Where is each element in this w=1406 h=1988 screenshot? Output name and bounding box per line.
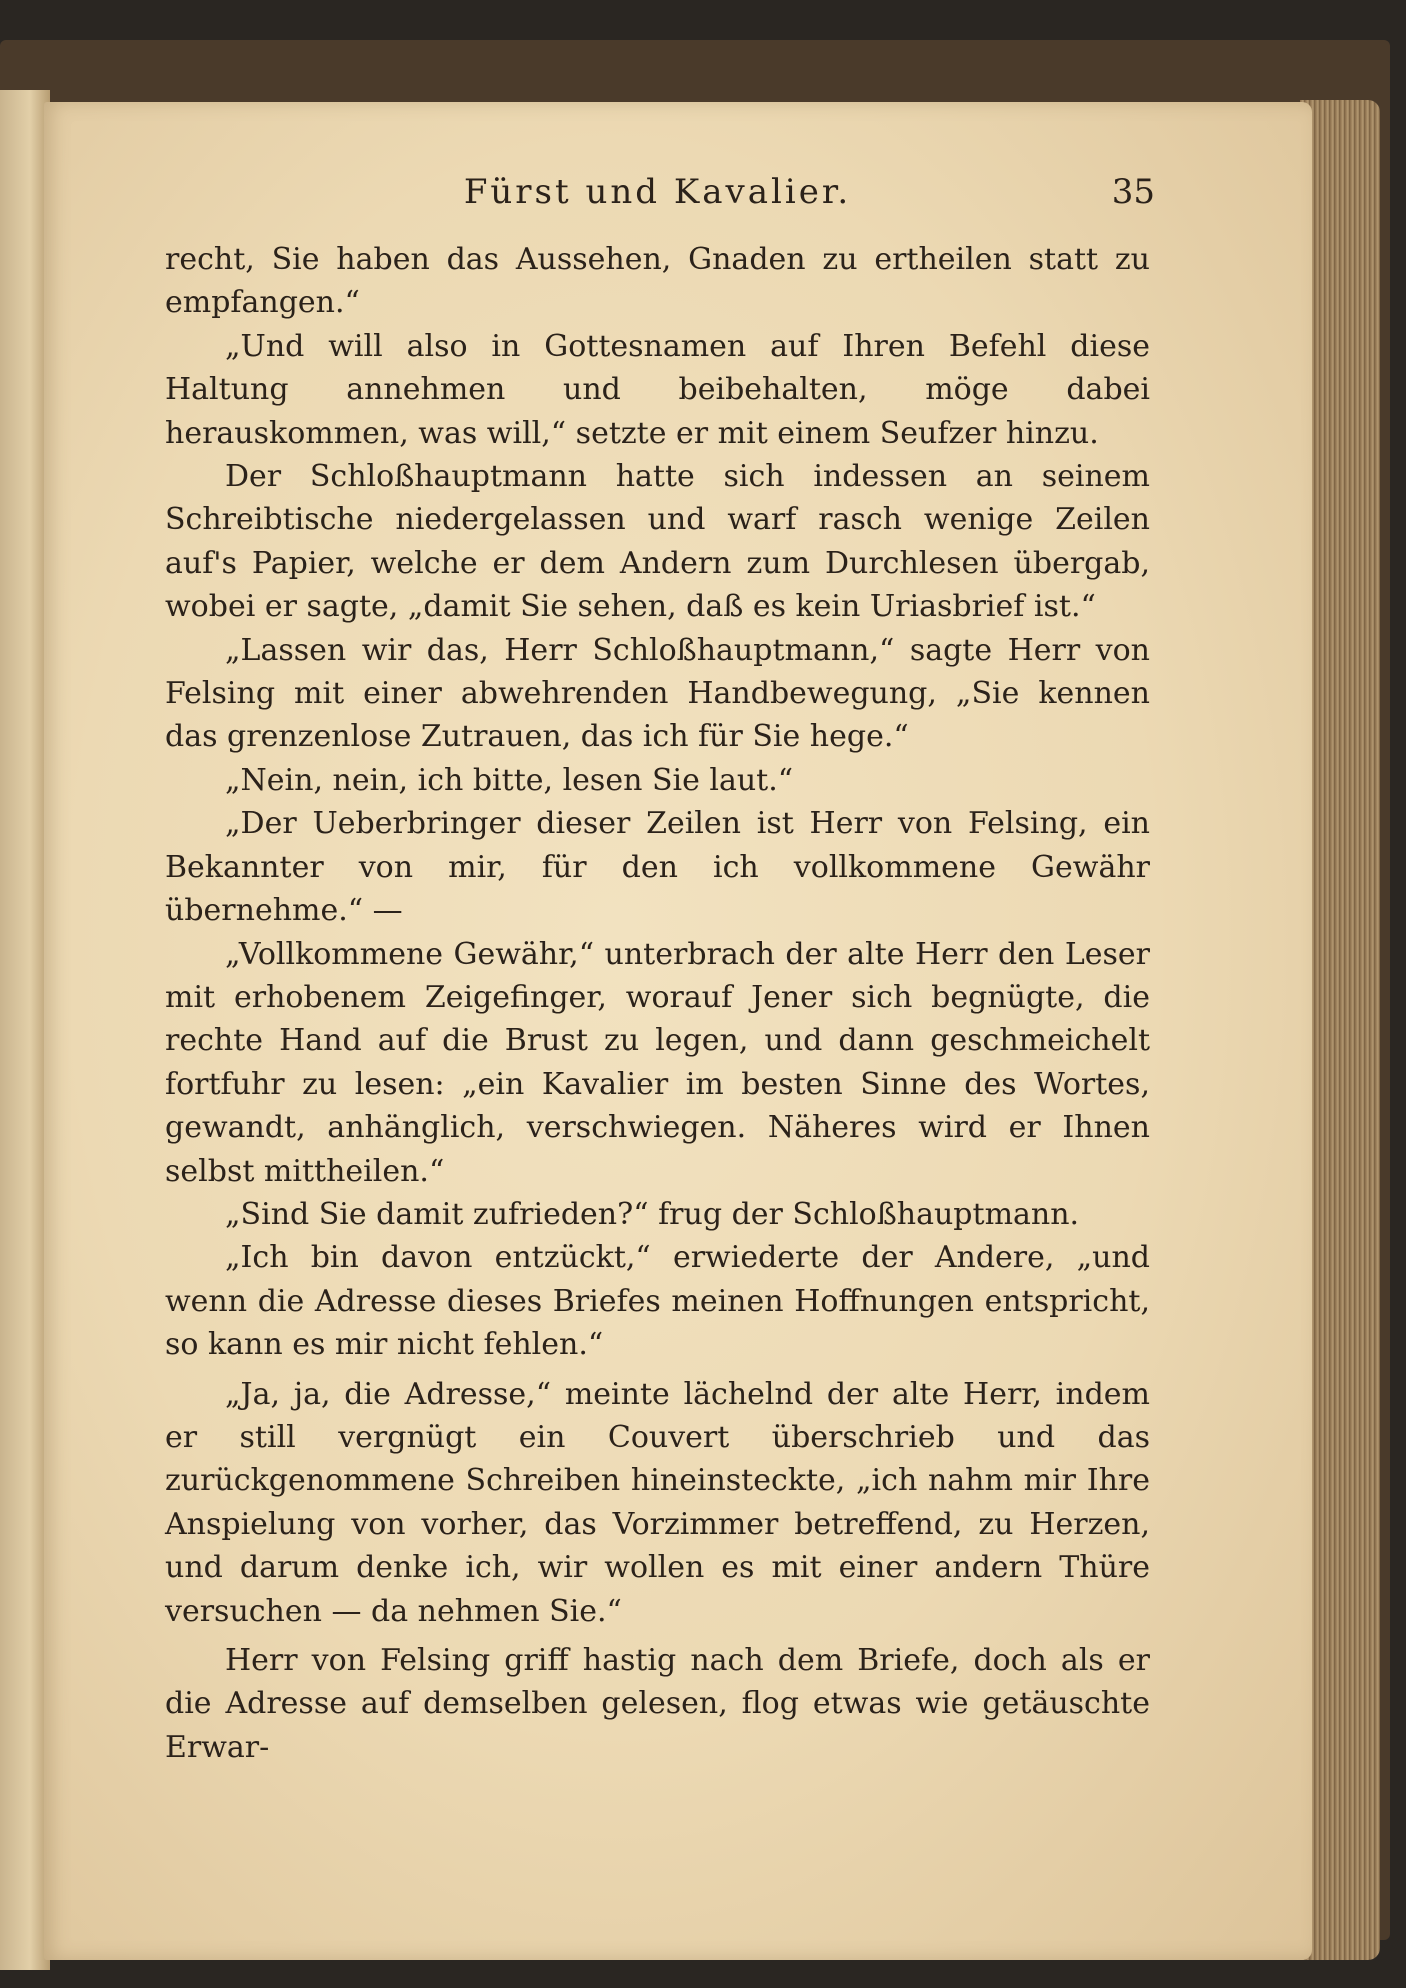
page-edges <box>1300 100 1380 1960</box>
paragraph: „Sind Sie damit zufrieden?“ frug der Schloßhauptmann. <box>225 1196 1080 1232</box>
paragraph: „Nein, nein, ich bitte, lesen Sie laut.“ <box>225 762 794 798</box>
page-number: 35 <box>1111 172 1155 212</box>
running-head: Fürst und Kavalier. <box>463 172 852 212</box>
paragraph: recht, Sie haben das Aussehen, Gnaden zu ertheilen statt zu empfangen.“ <box>165 242 1150 321</box>
page-header <box>160 172 1155 222</box>
facing-page-edge <box>0 90 50 1970</box>
paragraph: „Und will also in Gottesnamen auf Ihren Befehl diese Haltung annehmen und beibehalten, möge dabei herauskommen, was will,“ setzte er mit einem Seufzer hinzu. <box>165 328 1150 451</box>
paragraph: „Ja, ja, die Adresse,“ meinte lächelnd der alte Herr, indem er still vergnügt ein Couvert überschrieb und das zurückgenommene Schreiben hineinsteckte, „ich nahm mir Ihre Anspielung von vorher, das Vorzimmer betreffend, zu Herzen, und darum denke ich, wir wollen es mit einer andern Thüre versuchen — da nehmen Sie.“ <box>165 1376 1150 1629</box>
paragraph: Der Schloßhauptmann hatte sich indessen an seinem Schreibtische niedergelassen und warf rasch wenige Zeilen auf's Papier, welche er dem Andern zum Durchlesen übergab, wobei er sagte, „damit Sie sehen, daß es kein Uriasbrief ist.“ <box>165 459 1150 625</box>
paragraph: „Lassen wir das, Herr Schloßhauptmann,“ sagte Herr von Felsing mit einer abwehrenden Handbewegung, „Sie kennen das grenzenlose Zutrauen, das ich für Sie hege.“ <box>165 632 1150 755</box>
paragraph: „Ich bin davon entzückt,“ erwiederte der Andere, „und wenn die Adresse dieses Briefes meinen Hoffnungen entspricht, so kann es mir nicht fehlen.“ <box>165 1240 1150 1363</box>
paragraph: „Der Ueberbringer dieser Zeilen ist Herr von Felsing, ein Bekannter von mir, für den ich vollkommene Gewähr übernehme.“ — <box>165 806 1150 929</box>
paragraph: Herr von Felsing griff hastig nach dem Briefe, doch als er die Adresse auf demselben gelesen, flog etwas wie getäuschte Erwar- <box>165 1643 1150 1765</box>
body-text <box>165 238 1150 1765</box>
paragraph: „Vollkommene Gewähr,“ unterbrach der alte Herr den Leser mit erhobenem Zeigefinger, worauf Jener sich begnügte, die rechte Hand auf die Brust zu legen, und dann geschmeichelt fortfuhr zu lesen: „ein Kavalier im besten Sinne des Wortes, gewandt, anhänglich, verschwiegen. Näheres wird er Ihnen selbst mittheilen.“ <box>165 936 1150 1189</box>
